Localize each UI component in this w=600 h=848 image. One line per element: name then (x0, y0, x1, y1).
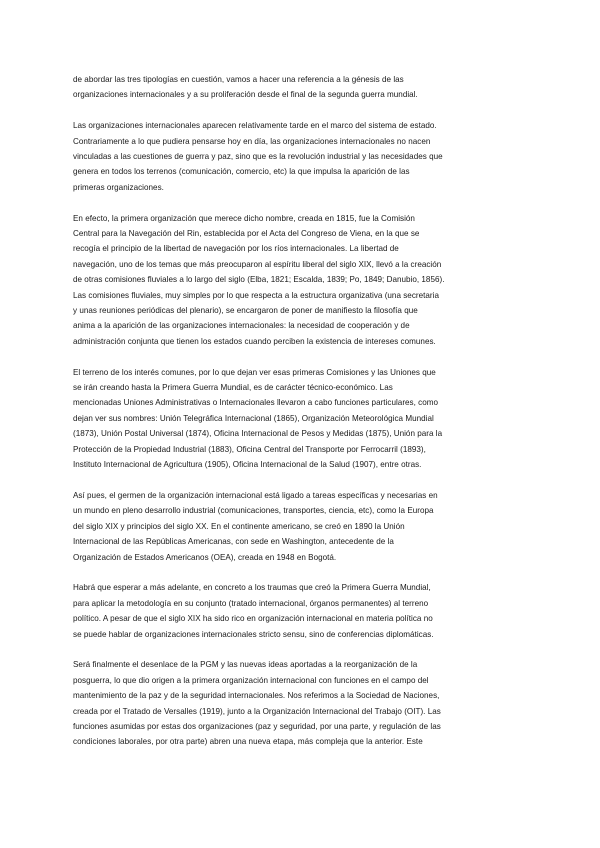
text-line: mantenimiento de la paz y de la seguridad internacionales. Nos referimos a la Sociedad de Naciones, (73, 691, 440, 701)
text-line: Las comisiones fluviales, muy simples por lo que respecta a la estructura organizativa (una secretaria (73, 290, 439, 300)
text-line: Central para la Navegación del Rin, establecida por el Acta del Congreso de Viena, en la que se (73, 229, 420, 239)
text-line: (1873), Unión Postal Universal (1874), Oficina Internacional de Pesos y Medidas (1875), Unión para la (73, 429, 443, 439)
text-line: un mundo en pleno desarrollo industrial (comunicaciones, transportes, ciencia, etc), como la Europa (73, 506, 434, 516)
paragraph-3 (73, 211, 529, 350)
text-line: de otras comisiones fluviales a lo largo del siglo (Elba, 1821; Escalda, 1839; Po, 1849; Danubio, 1856). (73, 275, 445, 285)
text-line: El terreno de los interés comunes, por lo que dejan ver esas primeras Comisiones y las Uniones que (73, 367, 436, 377)
paragraph-6 (73, 580, 529, 642)
document-body (73, 72, 529, 765)
text-line: y unas reuniones periódicas del plenario), se encargaron de poner de manifiesto la filosofía que (73, 306, 418, 316)
text-line: condiciones laborales, por otra parte) abren una nueva etapa, más compleja que la anterior. Este (73, 737, 423, 747)
text-line: navegación, uno de los temas que más preocuparon al espíritu liberal del siglo XIX, llevó a la creación (73, 259, 442, 269)
text-line: del siglo XIX y principios del siglo XX. En el continente americano, se creó en 1890 la Unión (73, 521, 405, 531)
text-line: para aplicar la metodología en su conjunto (tratado internacional, órganos permanentes) al terreno (73, 598, 429, 608)
text-line: organizaciones internacionales y a su proliferación desde el final de la segunda guerra mundial. (73, 90, 418, 100)
text-line: Organización de Estados Americanos (OEA), creada en 1948 en Bogotá. (73, 552, 337, 562)
text-line: se puede hablar de organizaciones internacionales stricto sensu, sino de conferencias diplomáticas. (73, 629, 434, 639)
text-line: Las organizaciones internacionales aparecen relativamente tarde en el marco del sistema de estado. (73, 121, 437, 131)
text-line: recogía el principio de la libertad de navegación por los ríos internacionales. La libertad de (73, 244, 399, 254)
text-line: de abordar las tres tipologías en cuestión, vamos a hacer una referencia a la génesis de las (73, 75, 404, 84)
text-line: Habrá que esperar a más adelante, en concreto a los traumas que creó la Primera Guerra Mundial, (73, 583, 431, 593)
text-line: Será finalmente el desenlace de la PGM y las nuevas ideas aportadas a la reorganización de la (73, 660, 418, 670)
text-line: genera en todos los terrenos (comunicación, comercio, etc) la que impulsa la aparición de las (73, 167, 410, 177)
paragraph-4 (73, 365, 529, 473)
text-line: Internacional de las Repúblicas Americanas, con sede en Washington, antecedente de la (73, 537, 394, 547)
text-line: Contrariamente a lo que pudiera pensarse hoy en día, las organizaciones internacionales no nacen (73, 136, 431, 146)
paragraph-7 (73, 657, 529, 749)
text-line: se irán creando hasta la Primera Guerra Mundial, es de carácter técnico-económico. Las (73, 383, 393, 393)
text-line: funciones asumidas por estas dos organizaciones (paz y seguridad, por una parte, y regulación de las (73, 721, 441, 731)
text-line: posguerra, lo que dio origen a la primera organización internacional con funciones en el campo del (73, 675, 429, 685)
text-line: Instituto Internacional de Agricultura (1905), Oficina Internacional de la Salud (1907), entre otras. (73, 460, 422, 470)
text-line: En efecto, la primera organización que merece dicho nombre, creada en 1815, fue la Comisión (73, 213, 415, 223)
paragraph-5 (73, 488, 529, 565)
paragraph-1 (73, 72, 529, 103)
text-line: político. A pesar de que el siglo XIX ha sido rico en organización internacional en materia política no (73, 614, 433, 624)
text-line: administración conjunta que tienen los estados cuando perciben la existencia de intereses comunes. (73, 336, 436, 346)
text-line: Protección de la Propiedad Industrial (1883), Oficina Central del Transporte por Ferrocarril (1893), (73, 444, 426, 454)
text-line: Así pues, el germen de la organización internacional está ligado a tareas específicas y necesarias en (73, 490, 438, 500)
text-line: dejan ver sus nombres: Unión Telegráfica Internacional (1865), Organización Meteorológica Mundial (73, 413, 434, 423)
text-line: vinculadas a las cuestiones de guerra y paz, sino que es la revolución industrial y las necesidades que (73, 152, 443, 162)
text-line: mencionadas Uniones Administrativas o Internacionales llevaron a cabo funciones particulares, como (73, 398, 439, 408)
text-line: anima a la aparición de las organizaciones internacionales: la necesidad de cooperación y de (73, 321, 410, 331)
text-line: primeras organizaciones. (73, 182, 164, 192)
paragraph-2 (73, 118, 529, 195)
text-line: creada por el Tratado de Versalles (1919), junto a la Organización Internacional del Trabajo (OIT). Las (73, 706, 441, 716)
